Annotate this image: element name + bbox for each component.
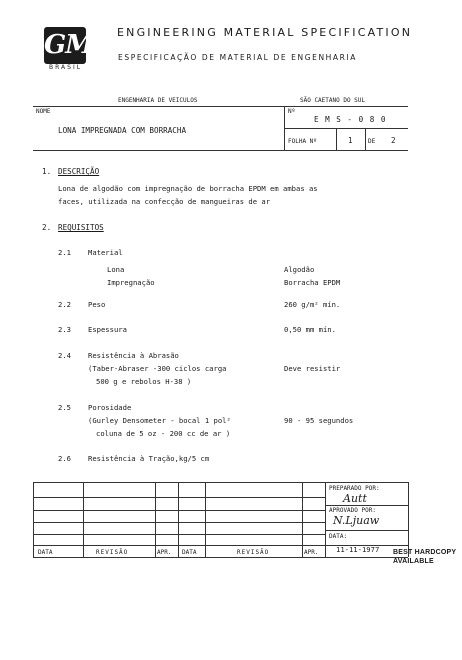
footer-grid-col1 bbox=[83, 482, 84, 557]
footer-grid-col5 bbox=[302, 482, 303, 557]
req-2-3-label: Espessura bbox=[88, 325, 127, 334]
footer-col-data-2: DATA bbox=[182, 549, 197, 556]
logo-subtitle: BRASIL bbox=[49, 64, 83, 71]
req-2-5-value: 90 - 95 segundos bbox=[284, 416, 354, 425]
req-2-6-label: Resistência à Tração,kg/5 cm bbox=[88, 454, 210, 463]
req-2-4-value: Deve resistir bbox=[284, 364, 341, 373]
req-2-2-number: 2.2 bbox=[58, 300, 71, 309]
req-2-1-label: Material bbox=[88, 248, 123, 257]
req-2-5-number: 2.5 bbox=[58, 403, 71, 412]
footer-col-apr-2: APR. bbox=[304, 549, 319, 556]
req-2-4-detail-line2: 500 g e rebolos H-38 ) bbox=[96, 377, 192, 386]
stamp-line1: BEST HARDCOPY bbox=[393, 549, 457, 556]
footer-grid-row4 bbox=[33, 534, 325, 535]
document-subtitle: ESPECIFICAÇÃO DE MATERIAL DE ENGENHARIA bbox=[118, 53, 357, 62]
section-1-number: 1. bbox=[42, 167, 52, 176]
section-2-number: 2. bbox=[42, 223, 52, 232]
data-label: DATA: bbox=[329, 533, 348, 540]
footer-col-data-1: DATA bbox=[38, 549, 53, 556]
section-1-text-line2: faces, utilizada na confecção de mangueiras de ar bbox=[58, 197, 271, 206]
footer-grid-left bbox=[33, 482, 34, 557]
section-2-title: REQUISITOS bbox=[58, 223, 104, 232]
req-2-2-label: Peso bbox=[88, 300, 106, 309]
req-2-4-number: 2.4 bbox=[58, 351, 71, 360]
req-2-5-detail-line2: coluna de 5 oz - 200 cc de ar ) bbox=[96, 429, 231, 438]
approval-date: 11-11-1977 bbox=[336, 545, 380, 554]
header-box-mid bbox=[284, 128, 408, 129]
footer-grid-col2 bbox=[155, 482, 156, 557]
footer-col-apr-1: APR. bbox=[157, 549, 172, 556]
footer-grid-row1 bbox=[33, 497, 325, 498]
aprovado-divider bbox=[325, 505, 408, 506]
preparado-label: PREPARADO POR: bbox=[329, 485, 380, 492]
req-2-1-impregnacao-label: Impregnação bbox=[107, 278, 155, 287]
footer-grid-row2 bbox=[33, 510, 325, 511]
gm-logo: GM bbox=[44, 27, 86, 64]
header-box-divider bbox=[284, 106, 285, 150]
req-2-4-detail-line1: (Taber-Abraser -300 ciclos carga bbox=[88, 364, 227, 373]
footer-grid-right bbox=[408, 482, 409, 557]
req-2-6-number: 2.6 bbox=[58, 454, 71, 463]
req-2-5-detail-line1: (Gurley Densometer - bocal 1 pol² bbox=[88, 416, 231, 425]
footer-grid-col3 bbox=[178, 482, 179, 557]
spec-number: E M S - 0 8 0 bbox=[314, 115, 387, 124]
material-name: LONA IMPREGNADA COM BORRACHA bbox=[58, 126, 187, 135]
req-2-3-number: 2.3 bbox=[58, 325, 71, 334]
footer-grid-col6 bbox=[325, 482, 326, 557]
header-box-de-divider bbox=[365, 128, 366, 150]
footer-col-revisao-2: REVISÃO bbox=[237, 549, 270, 556]
de-label: DE bbox=[368, 138, 376, 145]
document-title: ENGINEERING MATERIAL SPECIFICATION bbox=[117, 26, 413, 39]
footer-grid-row3 bbox=[33, 522, 325, 523]
header-box-bottom bbox=[33, 150, 408, 151]
header-box-folha-divider bbox=[336, 128, 337, 150]
location: SÃO CAETANO DO SUL bbox=[300, 97, 366, 104]
approver-signature: N.Ljuaw bbox=[333, 514, 380, 527]
footer-grid-top bbox=[33, 482, 408, 483]
req-2-3-value: 0,50 mm mín. bbox=[284, 325, 336, 334]
footer-col-revisao-1: REVISÃO bbox=[96, 549, 129, 556]
req-2-1-impregnacao-value: Borracha EPDM bbox=[284, 278, 341, 287]
req-2-5-label: Porosidade bbox=[88, 403, 132, 412]
aprovado-label: APROVADO POR: bbox=[329, 507, 376, 514]
folha-label: FOLHA Nº bbox=[288, 138, 317, 145]
sheet-total: 2 bbox=[391, 136, 396, 145]
req-2-2-value: 260 g/m² mín. bbox=[284, 300, 341, 309]
division: ENGENHARIA DE VEICULOS bbox=[118, 97, 198, 104]
nome-label: NOME bbox=[36, 108, 51, 115]
numero-label: Nº bbox=[288, 108, 296, 115]
footer-grid-col4 bbox=[205, 482, 206, 557]
header-box-top bbox=[33, 106, 408, 107]
section-1-title: DESCRIÇÃO bbox=[58, 167, 100, 176]
req-2-1-lona-label: Lona bbox=[107, 265, 125, 274]
sheet-number: 1 bbox=[348, 136, 353, 145]
req-2-4-label: Resistência à Abrasão bbox=[88, 351, 179, 360]
section-1-text-line1: Lona de algodão com impregnação de borracha EPDM em ambas as bbox=[58, 184, 318, 193]
req-2-1-number: 2.1 bbox=[58, 248, 71, 257]
req-2-1-lona-value: Algodão bbox=[284, 265, 315, 274]
footer-grid-bottom bbox=[33, 557, 408, 558]
preparer-signature: Autt bbox=[343, 492, 367, 505]
stamp-line2: AVAILABLE bbox=[393, 558, 434, 565]
data-divider bbox=[325, 530, 408, 531]
